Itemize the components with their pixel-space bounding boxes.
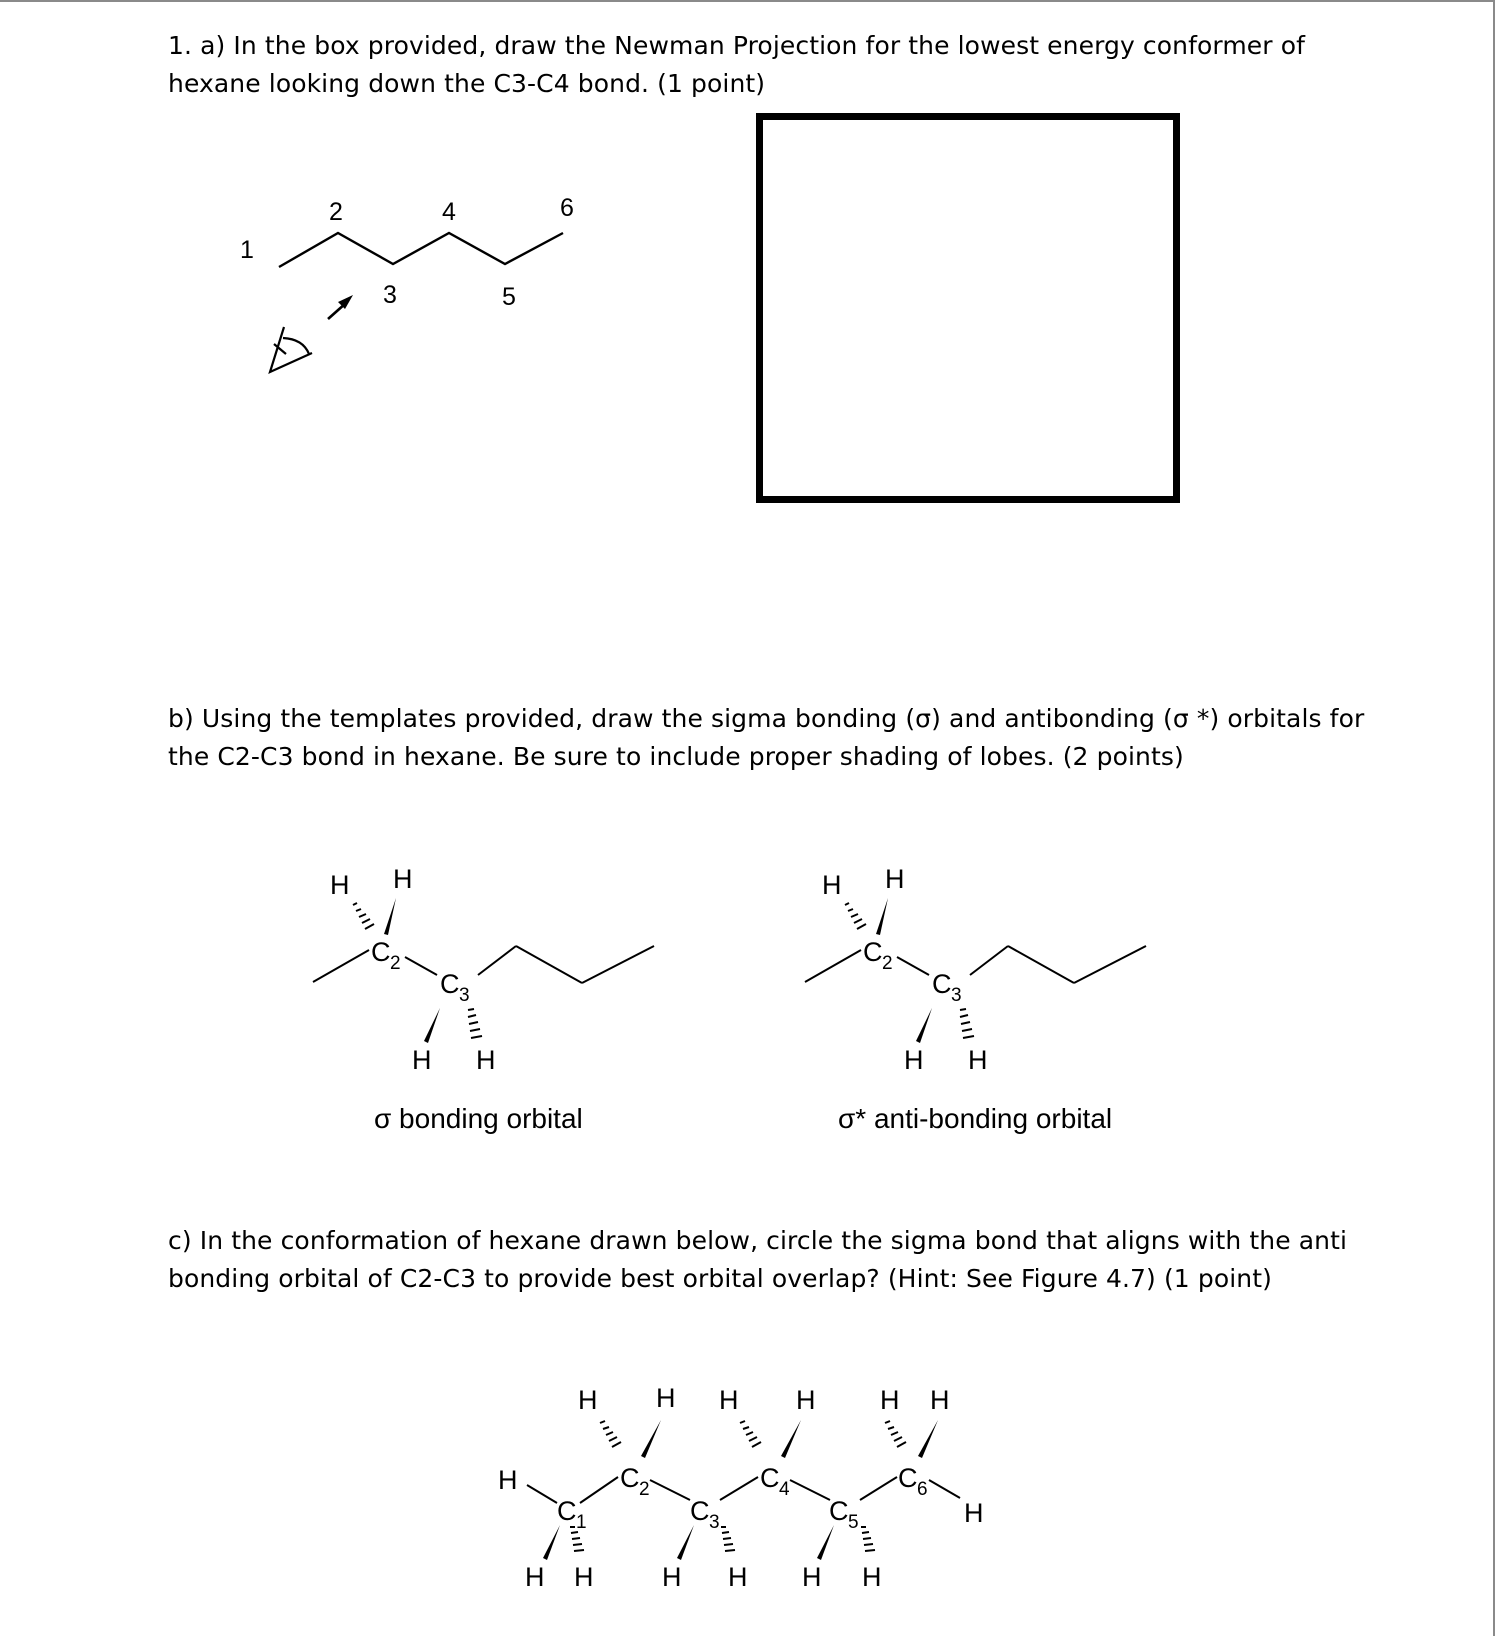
question-1a-line1: 1. a) In the box provided, draw the Newman Projection for the lowest energy conformer of [168,31,1306,60]
h-atom-label: H [412,1045,432,1075]
c1-wedge-bond[interactable] [543,1525,560,1560]
c3-subscript: 3 [459,985,470,1006]
h-atom-label: H [862,1562,882,1592]
h-atom-label: H [525,1562,545,1592]
question-1b-line1: b) Using the templates provided, draw the sigma bonding (σ) and antibonding (σ *) orbitals for [168,704,1365,733]
h-atom-label: H [719,1385,739,1415]
c3-hash-bond[interactable] [721,1527,735,1551]
c4-atom-label: C [760,1463,780,1493]
c4-hash-bond[interactable] [740,1421,761,1447]
c5-subscript: 5 [848,1512,859,1533]
h-atom-label: H [476,1045,496,1075]
c3-wedge-bond[interactable] [677,1525,694,1560]
h-atom-label: H [930,1385,950,1415]
carbon-number-6: 6 [560,194,574,222]
carbon-number-2: 2 [329,198,343,226]
carbon-number-3: 3 [383,281,397,309]
c3-atom-label: C [932,969,952,999]
h-atom-label: H [964,1498,984,1528]
question-1a-line2: hexane looking down the C3-C4 bond. (1 point) [168,69,766,98]
c6-subscript: 6 [917,1479,928,1500]
h-atom-label: H [802,1562,822,1592]
h-atom-label: H [728,1562,748,1592]
c3-subscript: 3 [709,1512,720,1533]
c4-c5-bond[interactable] [790,1480,830,1500]
c2-atom-label: C [371,937,391,967]
hexane-backbone[interactable] [527,1477,960,1503]
c5-c6-bond[interactable] [860,1477,897,1500]
h-atom-label: H [574,1562,594,1592]
question-1c-line2: bonding orbital of C2-C3 to provide best orbital overlap? (Hint: See Figure 4.7) (1 point) [168,1264,1272,1293]
c4-subscript: 4 [779,1479,790,1500]
c2-c3-bond[interactable] [650,1480,690,1500]
h-atom-label: H [498,1465,518,1495]
carbon-number-1: 1 [240,236,254,264]
c2-hash-bond[interactable] [600,1421,621,1447]
c5-atom-label: C [829,1496,849,1526]
h-atom-label: H [662,1562,682,1592]
c1-subscript: 1 [576,1512,587,1533]
h-atom-label: H [330,870,350,900]
c3-c4-bond[interactable] [720,1477,758,1500]
c2-wedge-bond[interactable] [641,1420,661,1458]
c6-atom-label: C [898,1463,918,1493]
c6-wedge-bond[interactable] [918,1420,938,1458]
c4-wedge-bond[interactable] [781,1420,801,1458]
h-atom-label: H [968,1045,988,1075]
c2-subscript: 2 [882,953,893,974]
c2-subscript: 2 [639,1479,650,1500]
c1-atom-label: C [557,1496,577,1526]
c5-hash-bond[interactable] [861,1527,875,1551]
c2-atom-label: C [620,1463,640,1493]
h-atom-label: H [904,1045,924,1075]
h-atom-label: H [578,1385,598,1415]
c3-atom-label: C [690,1496,710,1526]
c6-hash-bond[interactable] [885,1421,906,1447]
carbon-number-5: 5 [502,283,516,311]
c5-wedge-bond[interactable] [817,1525,834,1560]
h-atom-label: H [393,864,413,894]
question-1b-line2: the C2-C3 bond in hexane. Be sure to include proper shading of lobes. (2 points) [168,742,1184,771]
h-atom-label: H [656,1383,676,1413]
c3-atom-label: C [440,969,460,999]
h-atom-label: H [796,1385,816,1415]
h-atom-label: H [885,864,905,894]
h-c1-bond[interactable] [527,1485,557,1503]
carbon-number-4: 4 [442,198,456,226]
c2-atom-label: C [863,937,883,967]
caption-sigma-antibonding: σ* anti-bonding orbital [838,1103,1113,1134]
h-atom-label: H [880,1385,900,1415]
h-atom-label: H [822,870,842,900]
question-1c-line1: c) In the conformation of hexane drawn below, circle the sigma bond that aligns with the anti [168,1226,1348,1255]
c2-subscript: 2 [390,953,401,974]
c1-c2-bond[interactable] [580,1477,618,1503]
c6-h-bond[interactable] [929,1480,960,1498]
c3-subscript: 3 [951,985,962,1006]
caption-sigma-bonding: σ bonding orbital [374,1103,583,1134]
